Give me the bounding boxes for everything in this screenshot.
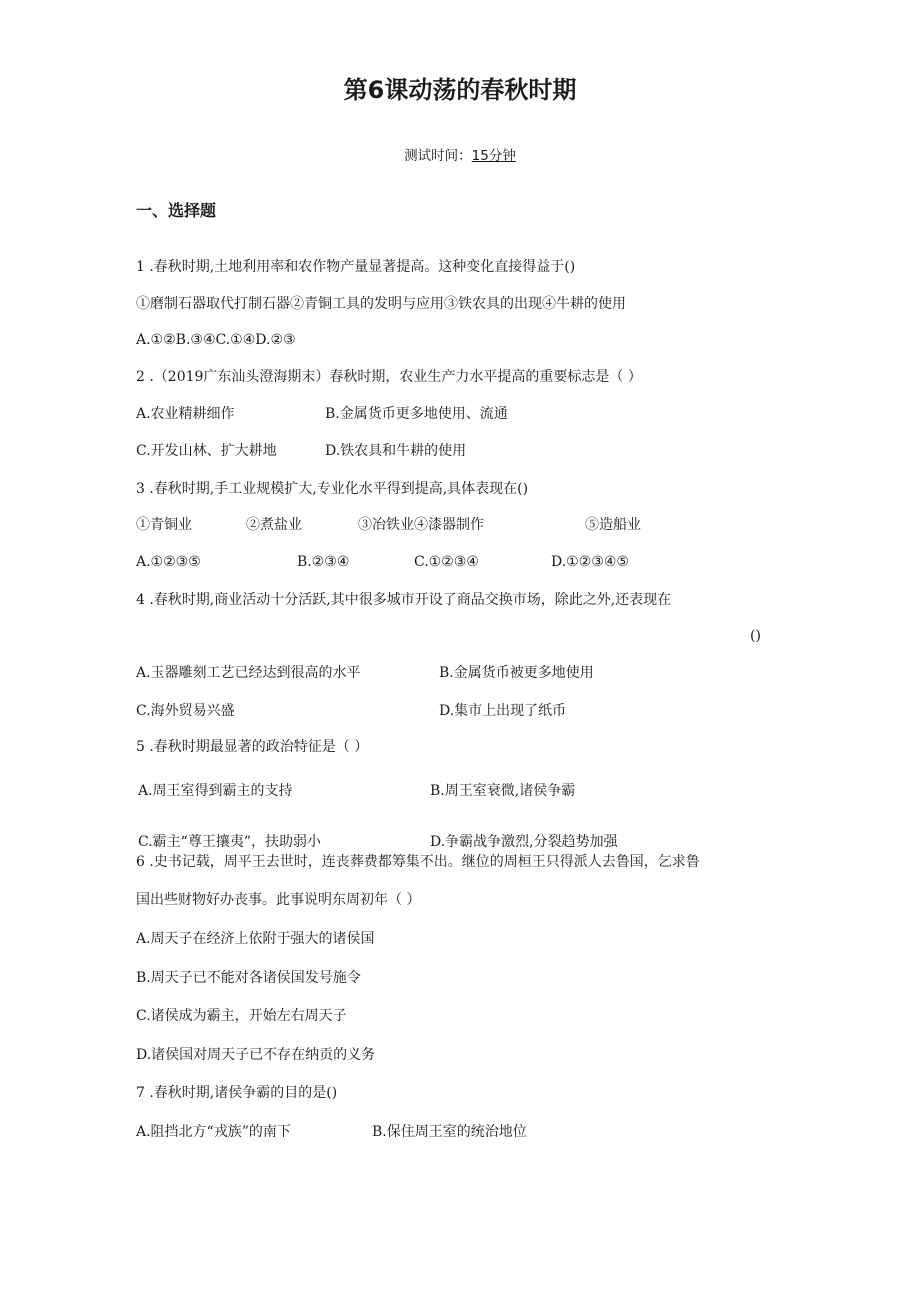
question-6-option-c: C.诸侯成为霸主，开始左右周天子 <box>136 1008 347 1024</box>
question-3-item-1: ①青铜业 <box>136 517 192 533</box>
question-3-item-2: ②煮盐业 <box>246 517 302 533</box>
question-5-option-d: D.争霸战争激烈,分裂趋势加强 <box>430 834 618 850</box>
question-4-option-d: D.集市上出现了纸币 <box>439 703 567 719</box>
question-7-option-a: A.阻挡北方“戎族”的南下 <box>136 1124 291 1140</box>
question-4-option-a: A.玉器雕刻工艺已经达到很高的水平 <box>136 665 361 681</box>
question-3-item-3: ③冶铁业④漆器制作 <box>358 517 484 533</box>
question-3-stem: 3 .春秋时期,手工业规模扩大,专业化水平得到提高,具体表现在() <box>136 481 529 497</box>
question-6-stem-cont: 国出些财物好办丧事。此事说明东周初年（ ） <box>136 892 421 908</box>
question-6-option-d: D.诸侯国对周天子已不存在纳贡的义务 <box>136 1047 376 1063</box>
question-6-stem: 6 .史书记载，周平王去世时，连丧葬费都筹集不出。继位的周桓王只得派人去鲁国，乞求鲁 <box>136 854 700 870</box>
question-2-stem: 2 .（2019广东汕头澄海期末）春秋时期，农业生产力水平提高的重要标志是（ ） <box>136 369 642 385</box>
question-3-option-c: C.①②③④ <box>414 554 479 570</box>
question-5-option-c: C.霸主“尊王攘夷”，扶助弱小 <box>138 834 321 850</box>
question-5-stem: 5 .春秋时期最显著的政治特征是（ ） <box>136 739 369 755</box>
section-heading: 一、选择题 <box>136 201 217 220</box>
question-2-option-b: B.金属货币更多地使用、流通 <box>325 406 508 422</box>
question-3-option-b: B.②③④ <box>297 554 350 570</box>
question-3-item-4: ⑤造船业 <box>585 517 641 533</box>
question-4-option-c: C.海外贸易兴盛 <box>136 703 235 719</box>
question-7-stem: 7 .春秋时期,诸侯争霸的目的是() <box>136 1085 338 1101</box>
page-title: 第6课动荡的春秋时期 <box>343 76 577 104</box>
question-3-option-a: A.①②③⑤ <box>136 554 201 570</box>
question-5-option-a: A.周王室得到霸主的支持 <box>138 783 293 799</box>
question-7-option-b: B.保住周王室的统治地位 <box>372 1124 527 1140</box>
question-6-option-a: A.周天子在经济上依附于强大的诸侯国 <box>136 931 375 947</box>
question-6-option-b: B.周天子已不能对各诸侯国发号施令 <box>136 970 361 986</box>
question-2-option-a: A.农业精耕细作 <box>136 406 235 422</box>
question-2-option-d: D.铁农具和牛耕的使用 <box>325 443 467 459</box>
question-5-option-b: B.周王室衰微,诸侯争霸 <box>430 783 576 799</box>
question-1-items: ①磨制石器取代打制石器②青铜工具的发明与应用③铁农具的出现④牛耕的使用 <box>136 296 626 312</box>
question-3-option-d: D.①②③④⑤ <box>551 554 629 570</box>
question-4-stem-tail: () <box>750 628 761 644</box>
question-4-stem: 4 .春秋时期,商业活动十分活跃,其中很多城市开设了商品交换市场，除此之外,还表现在 <box>136 592 672 608</box>
test-time-label: 测试时间： <box>404 148 472 164</box>
question-1-options: A.①②B.③④C.①④D.②③ <box>136 332 296 348</box>
question-2-option-c: C.开发山林、扩大耕地 <box>136 443 277 459</box>
question-1-stem: 1 .春秋时期,土地利用率和农作物产量显著提高。这种变化直接得益于() <box>136 259 576 275</box>
test-time <box>0 144 920 164</box>
test-time-value: 15分钟 <box>471 148 516 164</box>
question-4-option-b: B.金属货币被更多地使用 <box>439 665 594 681</box>
